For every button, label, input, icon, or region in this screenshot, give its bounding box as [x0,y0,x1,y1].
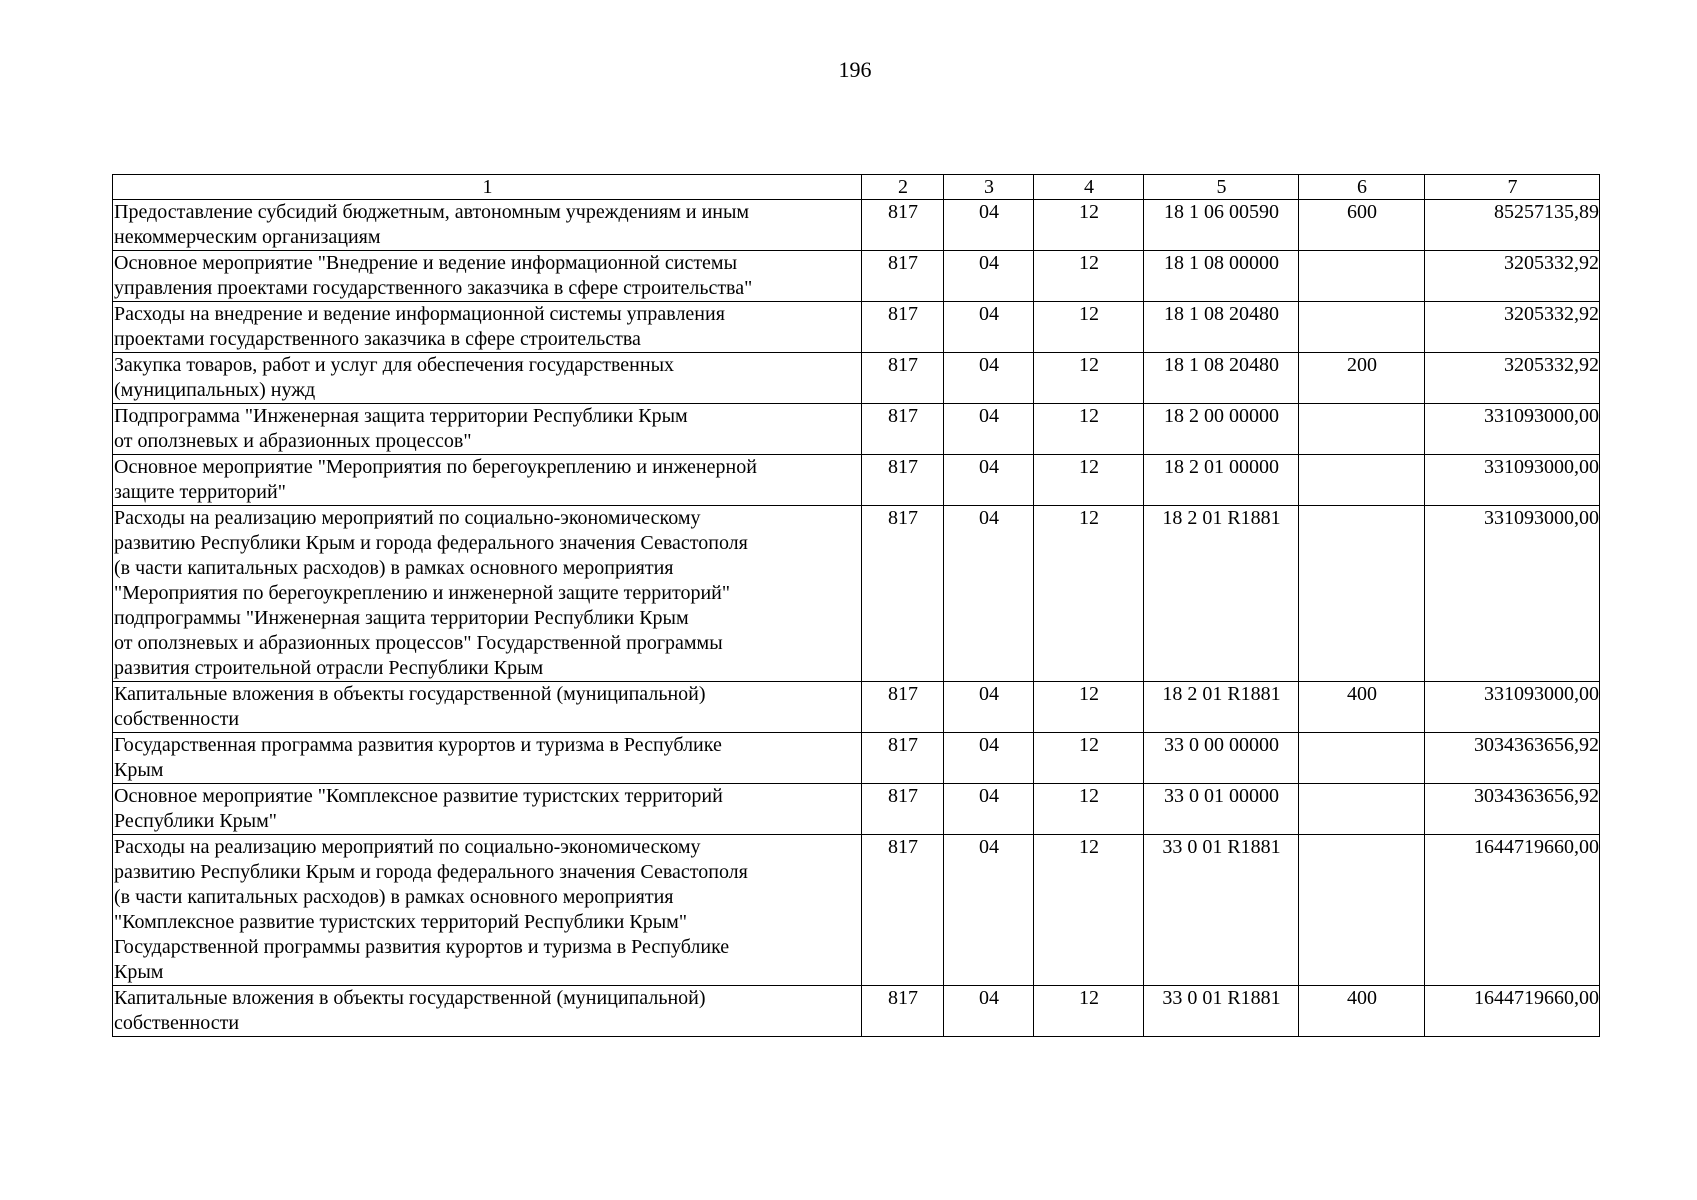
table-row [113,302,1600,353]
table-row [113,455,1600,506]
table-row [113,200,1600,251]
row-expense-type-cell [1299,251,1425,302]
row-name-cell: Капитальные вложения в объекты государственной (муниципальной) собственности [113,986,862,1037]
row-section-cell: 04 [944,455,1034,506]
header-col-7: 7 [1425,175,1600,200]
row-target-article-cell: 18 2 00 00000 [1144,404,1299,455]
row-grbs-cell: 817 [862,251,944,302]
row-grbs-cell: 817 [862,404,944,455]
header-col-2: 2 [862,175,944,200]
row-target-article-cell: 18 2 01 R1881 [1144,506,1299,682]
table-row [113,986,1600,1037]
row-grbs-cell: 817 [862,200,944,251]
row-grbs-cell: 817 [862,733,944,784]
row-expense-type-cell: 600 [1299,200,1425,251]
header-col-3: 3 [944,175,1034,200]
row-subsection-cell: 12 [1034,733,1144,784]
row-section-cell: 04 [944,784,1034,835]
row-section-cell: 04 [944,682,1034,733]
row-name-cell: Государственная программа развития курортов и туризма в Республике Крым [113,733,862,784]
row-expense-type-cell: 400 [1299,682,1425,733]
row-expense-type-cell [1299,506,1425,682]
row-subsection-cell: 12 [1034,200,1144,251]
row-grbs-cell: 817 [862,353,944,404]
row-amount-cell: 331093000,00 [1425,682,1600,733]
table-row [113,506,1600,682]
page-number: 196 [838,57,872,82]
row-subsection-cell: 12 [1034,986,1144,1037]
row-subsection-cell: 12 [1034,455,1144,506]
row-name-cell: Предоставление субсидий бюджетным, автономным учреждениям и иным некоммерческим организациям [113,200,862,251]
row-name-cell: Капитальные вложения в объекты государственной (муниципальной) собственности [113,682,862,733]
row-expense-type-cell [1299,784,1425,835]
row-section-cell: 04 [944,986,1034,1037]
row-amount-cell: 3205332,92 [1425,353,1600,404]
row-amount-cell: 3034363656,92 [1425,784,1600,835]
row-section-cell: 04 [944,251,1034,302]
row-name-cell: Основное мероприятие "Внедрение и ведение информационной системы управления проектами государственного заказчика в сфере строительства" [113,251,862,302]
budget-table [112,174,1600,1037]
row-grbs-cell: 817 [862,835,944,986]
row-section-cell: 04 [944,302,1034,353]
row-section-cell: 04 [944,733,1034,784]
row-name-cell: Подпрограмма "Инженерная защита территории Республики Крым от оползневых и абразионных процессов" [113,404,862,455]
row-subsection-cell: 12 [1034,784,1144,835]
row-subsection-cell: 12 [1034,682,1144,733]
row-amount-cell: 1644719660,00 [1425,986,1600,1037]
row-expense-type-cell [1299,733,1425,784]
row-grbs-cell: 817 [862,455,944,506]
table-row [113,835,1600,986]
row-name-cell: Основное мероприятие "Комплексное развитие туристских территорий Республики Крым" [113,784,862,835]
row-expense-type-cell: 200 [1299,353,1425,404]
header-col-5: 5 [1144,175,1299,200]
header-col-4: 4 [1034,175,1144,200]
row-grbs-cell: 817 [862,506,944,682]
header-row [113,175,1600,200]
table-row [113,404,1600,455]
header-col-6: 6 [1299,175,1425,200]
row-section-cell: 04 [944,200,1034,251]
row-amount-cell: 3034363656,92 [1425,733,1600,784]
row-section-cell: 04 [944,506,1034,682]
row-expense-type-cell [1299,455,1425,506]
row-target-article-cell: 18 1 08 20480 [1144,353,1299,404]
row-name-cell: Основное мероприятие "Мероприятия по берегоукреплению и инженерной защите территорий" [113,455,862,506]
row-amount-cell: 85257135,89 [1425,200,1600,251]
row-amount-cell: 331093000,00 [1425,506,1600,682]
table-row [113,784,1600,835]
row-expense-type-cell [1299,302,1425,353]
row-amount-cell: 3205332,92 [1425,302,1600,353]
row-target-article-cell: 33 0 01 R1881 [1144,986,1299,1037]
table-row [113,251,1600,302]
row-subsection-cell: 12 [1034,353,1144,404]
row-amount-cell: 3205332,92 [1425,251,1600,302]
row-target-article-cell: 18 1 08 00000 [1144,251,1299,302]
row-subsection-cell: 12 [1034,404,1144,455]
row-target-article-cell: 18 1 08 20480 [1144,302,1299,353]
row-section-cell: 04 [944,404,1034,455]
table-row [113,733,1600,784]
table-row [113,353,1600,404]
row-name-cell: Расходы на реализацию мероприятий по социально-экономическому развитию Республики Крым и города федерального значения Севастополя (в части капитальных расходов) в рамках основного мероприятия "Комплексное развитие туристских территорий Республики Крым" Государственной программы развития курортов и туризма в Республике Крым [113,835,862,986]
row-subsection-cell: 12 [1034,251,1144,302]
row-name-cell: Расходы на внедрение и ведение информационной системы управления проектами государственного заказчика в сфере строительства [113,302,862,353]
row-section-cell: 04 [944,835,1034,986]
row-target-article-cell: 18 1 06 00590 [1144,200,1299,251]
row-expense-type-cell: 400 [1299,986,1425,1037]
row-target-article-cell: 18 2 01 00000 [1144,455,1299,506]
row-amount-cell: 331093000,00 [1425,404,1600,455]
row-name-cell: Расходы на реализацию мероприятий по социально-экономическому развитию Республики Крым и города федерального значения Севастополя (в части капитальных расходов) в рамках основного мероприятия "Мероприятия по берегоукреплению и инженерной защите территорий" подпрограммы "Инженерная защита территории Республики Крым от оползневых и абразионных процессов" Государственной программы развития строительной отрасли Республики Крым [113,506,862,682]
row-name-cell: Закупка товаров, работ и услуг для обеспечения государственных (муниципальных) нужд [113,353,862,404]
row-target-article-cell: 33 0 01 00000 [1144,784,1299,835]
header-col-1: 1 [113,175,862,200]
row-expense-type-cell [1299,404,1425,455]
row-target-article-cell: 33 0 00 00000 [1144,733,1299,784]
row-grbs-cell: 817 [862,302,944,353]
row-amount-cell: 1644719660,00 [1425,835,1600,986]
row-grbs-cell: 817 [862,784,944,835]
row-target-article-cell: 33 0 01 R1881 [1144,835,1299,986]
row-amount-cell: 331093000,00 [1425,455,1600,506]
row-target-article-cell: 18 2 01 R1881 [1144,682,1299,733]
row-expense-type-cell [1299,835,1425,986]
row-section-cell: 04 [944,353,1034,404]
table-row [113,682,1600,733]
row-grbs-cell: 817 [862,682,944,733]
row-subsection-cell: 12 [1034,302,1144,353]
row-subsection-cell: 12 [1034,506,1144,682]
row-grbs-cell: 817 [862,986,944,1037]
row-subsection-cell: 12 [1034,835,1144,986]
